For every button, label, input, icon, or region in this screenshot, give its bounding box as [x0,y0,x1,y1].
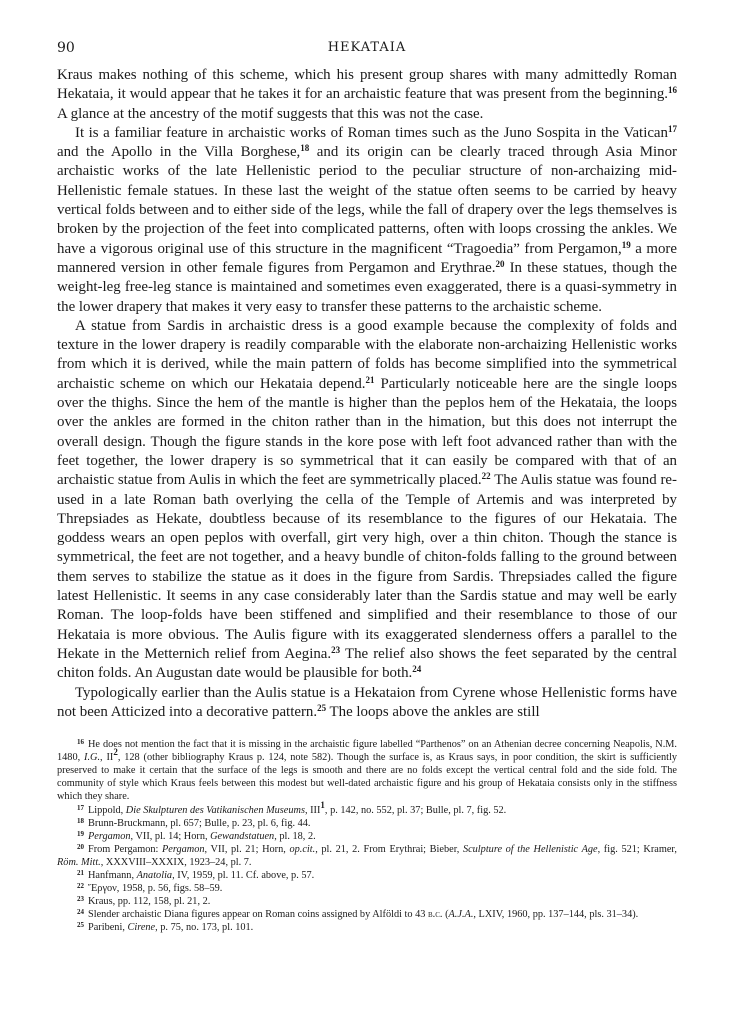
footnote-text: Brunn-Bruckmann, pl. 657; Bulle, p. 23, pl. 6, fig. 44. [88,817,311,829]
footnote-number-sup: 21 [77,869,84,878]
footnotes [57,738,677,934]
footnote-text: , III [304,804,321,816]
paragraph-text: a more mannered version in other female figures from Pergamon and Erythrae. [57,240,677,276]
footnote-italic-text: Pergamon [88,830,131,842]
footnote-text: , pl. 18, 2. [274,830,316,842]
paragraph-superscript: 23 [331,644,341,655]
paragraph [57,684,677,723]
footnote-italic-text: Anatolia [136,870,173,882]
footnote-text: He does not mention the fact that it is missing in the archaistic figure labelled “Parthenos” on an Athenian decree concerning Neapolis, N.M. 1480, [57,739,677,764]
footnote-number-sup: 24 [77,908,84,917]
paragraph-superscript: 24 [412,664,422,675]
footnote-number [67,908,84,921]
paragraph-superscript: 21 [365,374,375,385]
footnote-number-sup: 16 [77,738,84,747]
paragraph-superscript: 16 [668,85,677,96]
footnote-italic-text: Gewandstatuen [210,830,275,842]
footnote-text: , p. 142, no. 552, pl. 37; Bulle, pl. 7, fig. 52. [324,804,507,816]
footnote-number [67,817,84,830]
paragraph-text: The loops above the ankles are still [326,703,540,720]
footnote [57,908,677,921]
page [57,40,677,935]
footnote [57,895,677,908]
footnote-number [67,843,84,856]
footnote-text: Hanfmann, [88,870,137,882]
footnote-number-sup: 23 [77,895,84,904]
footnote-number-sup: 22 [77,882,84,891]
main-text [57,66,677,722]
footnote-number [67,895,84,908]
footnote-number [67,738,84,751]
footnote-italic-text: I.G. [84,752,101,764]
footnote-italic-text: Die Skulpturen des Vatikanischen Museums [125,804,305,816]
footnote-text: Paribeni, [88,922,128,934]
footnote [57,799,677,817]
running-header [57,40,677,62]
footnote [57,843,677,869]
footnote-number-sup: 20 [77,842,84,851]
paragraph-superscript: 18 [300,143,310,154]
footnote [57,869,677,882]
footnote-number-sup: 25 [77,921,84,930]
paragraph-text: and the Apollo in the Villa Borghese, [57,144,301,161]
footnote-number-sup: 19 [77,829,84,838]
footnote-number [67,921,84,934]
footnote-number-sup: 17 [77,803,84,812]
footnote-text: , p. 75, no. 173, pl. 101. [155,922,254,934]
paragraph [57,124,677,317]
paragraph-text: It is a familiar feature in archaistic works of Roman times such as the Juno Sospita in the Vatican [75,124,668,141]
footnote-superscript: 2 [113,747,118,758]
footnote-text: Kraus, pp. 112, 158, pl. 21, 2. [88,896,211,908]
footnote-number [67,869,84,882]
footnote-text: , 128 (other bibliography Kraus p. 124, note 582). Though the surface is, as Kraus says, in poor condition, the skirt is sufficiently preserved to make it certain that the surface of the legs is smooth and there are no folds except the vertical central fold and the side fold. The community of style which Kraus feels between this modest but well-dated archaistic figure and his group of Hekataia consists only in the stiffness which they share. [57,752,677,803]
footnote-text: , II [100,752,114,764]
footnote-number [67,804,84,817]
footnote-number-sup: 18 [77,816,84,825]
paragraph-text: The relief also shows the feet separated by the central chiton folds. An Augustan date would be plausible for both. [57,645,677,682]
paragraph [57,317,677,684]
footnote-text: Lippold, [88,804,126,816]
footnote-number [67,830,84,843]
footnote-text: From Pergamon: [88,843,163,855]
paragraph-text: In these statues, though the weight-leg free-leg stance is maintained and sometimes even exaggerated, there is a quasi-symmetry in the lower drapery that makes it very easy to transfer these patterns to the archaistic scheme. [57,259,677,315]
paragraph [57,66,677,124]
footnote-superscript: 1 [320,799,325,810]
footnote-number [67,882,84,895]
page-number: 90 [57,40,75,56]
footnote [57,830,677,843]
footnote [57,882,677,895]
paragraph-superscript: 19 [621,239,631,250]
paragraph-text: A statue from Sardis in archaistic dress is a good example because the complexity of folds and texture in the lower drapery is readily comparable with the elaborate non-archaizing Hellenistic works from which it is derived, while the main pattern of folds has become simplified into the symmetrical archaistic scheme on which our Hekataia depend. [57,317,677,392]
footnote-text: , VII, pl. 14; Horn, [130,830,211,842]
footnote-text: , fig. 521; Kramer, [597,843,678,855]
paragraph-superscript: 17 [668,123,677,134]
paragraph-text: Typologically earlier than the Aulis statue is a Hekataion from Cyrene whose Hellenistic forms have not been Atticized into a decorative pattern. [57,684,677,720]
footnote [57,817,677,830]
paragraph-superscript: 22 [481,471,491,482]
running-title: HEKATAIA [327,40,407,55]
footnote [57,921,677,934]
footnote-text: , IV, 1959, pl. 11. Cf. above, p. 57. [172,870,315,882]
footnote-text: , pl. 21, 2. From Erythrai; Bieber, [315,843,463,855]
paragraph-superscript: 25 [317,702,327,713]
footnote [57,738,677,803]
footnote-text: ( [442,909,449,921]
paragraph-text: Particularly noticeable here are the single loops over the thighs. Since the hem of the mantle is higher than the peplos hem of the Hekataia, the loops over the ankles are formed in the chiton rather than in the himation, but this does not interrupt the overall design. Though the figure stands in the kore pose with left foot advanced rather than with the feet together, the lower drapery is so symmetrical that it can easily be compared with that of an archaistic statue from Aulis in which the feet are symmetrically placed. [57,375,677,489]
footnote-text: , LXIV, 1960, pp. 137–144, pls. 31–34). [473,909,639,921]
paragraph-text: A glance at the ancestry of the motif suggests that this was not the case. [57,105,484,122]
footnote-text: , XXXVIII–XXXIX, 1923–24, pl. 7. [100,856,252,868]
footnote-italic-text: Sculpture of the Hellenistic Age [462,843,598,855]
footnote-text: , VII, pl. 21; Horn, [204,843,290,855]
footnote-italic-text: op.cit. [289,843,316,855]
footnote-smallcaps-text: b.c. [428,909,443,921]
paragraph-text: and its origin can be clearly traced through Asia Minor archaistic works of the late Hellenistic period to the peculiar structure of non-archaizing mid-Hellenistic female statues. In these last the weight of the statue often seems to be carried by heavy vertical folds between and to either side of the legs, while the fall of drapery over the legs themselves is broken by the projection of the feet into complicated patterns, often with loops crossing the ankles. We have a vigorous original use of this structure in the magnificent “Tragoedia” from Pergamon, [57,144,677,257]
paragraph-text: The Aulis statue was found re-used in a late Roman bath overlying the cella of the Temple of Artemis and was interpreted by Threpsiades as Hekate, doubtless because of its resemblance to the figures of our Hekataia. The goddess wears an open peplos with overfall, girt very high, over a thin chiton. Though the stance is symmetrical, the feet are not together, and a heavy bundle of chiton-folds falling to the ground between them serves to stabilize the statue as it does in the figure from Sardis. Threpsiades called the figure latest Hellenistic. It seems in any case considerably later than the Sardis statue and may well be early Roman. The loop-folds have been stiffened and simplified and their resemblance to those of our Hekataia is more obvious. The Aulis figure with its exaggerated slenderness offers a parallel to the Hekate in the Metternich relief from Aegina. [57,472,677,662]
footnote-italic-text: A.J.A. [448,909,474,921]
footnote-text: Slender archaistic Diana figures appear on Roman coins assigned by Alföldi to 43 [88,909,428,921]
footnote-italic-text: Cirene [127,922,156,934]
footnote-italic-text: Röm. Mitt. [57,856,101,868]
paragraph-superscript: 20 [495,258,505,269]
footnote-italic-text: Pergamon [162,843,205,855]
footnote-text: Ἔργον, 1958, p. 56, figs. 58–59. [88,883,223,895]
paragraph-text: Kraus makes nothing of this scheme, which his present group shares with many admittedly Roman Hekataia, it would appear that he takes it for an archaistic feature that was present from the beginning. [57,67,677,103]
